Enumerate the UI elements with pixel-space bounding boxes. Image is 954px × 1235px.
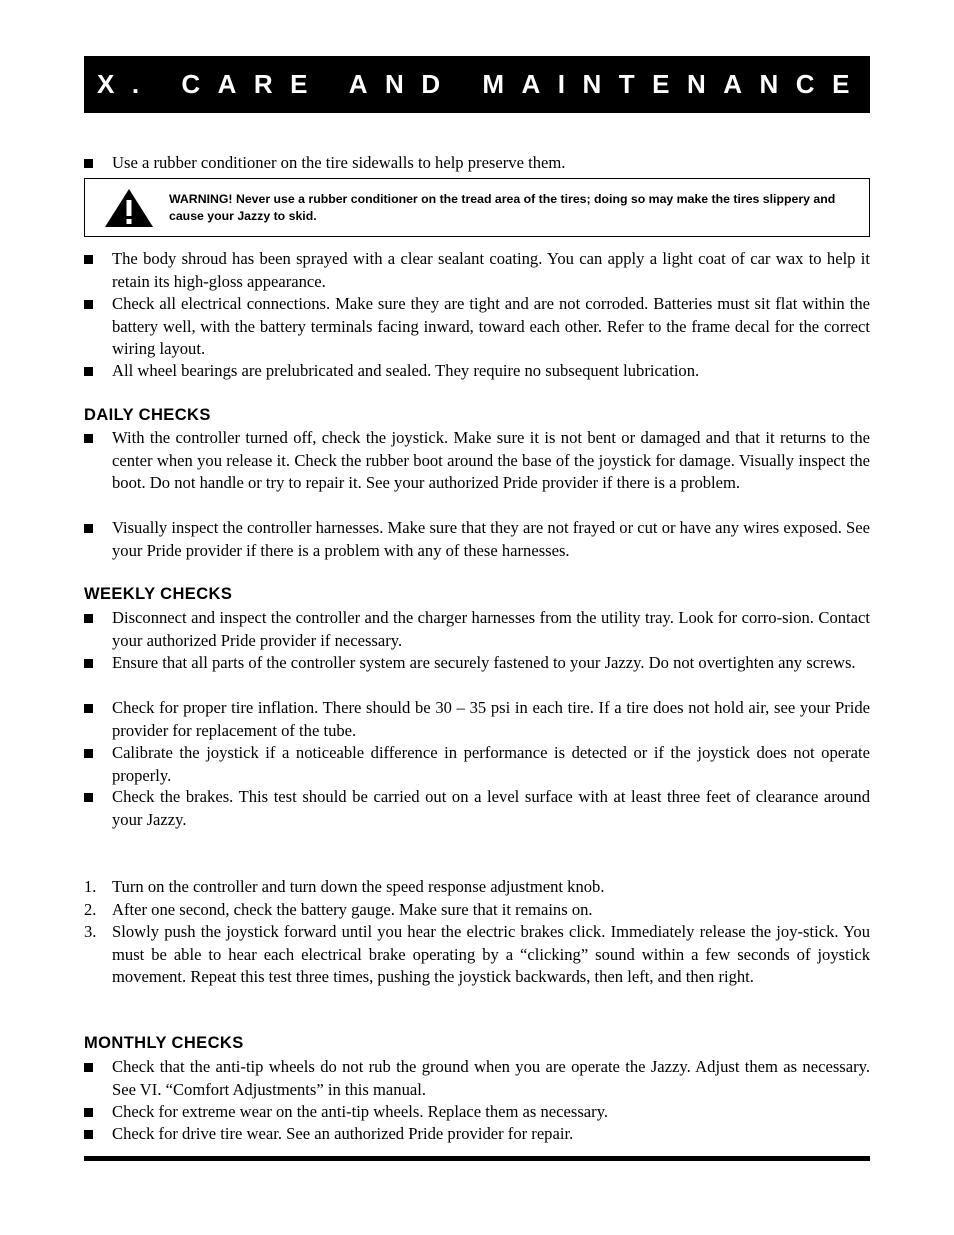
list-item-text: Check for proper tire inflation. There should be 30 – 35 psi in each tire. If a tire does not hold air, see your Pride provider for replacement of the tube.	[112, 698, 870, 740]
list-item	[84, 152, 870, 175]
list-item	[84, 1101, 870, 1124]
list-item	[84, 652, 870, 675]
list-item-text: All wheel bearings are prelubricated and sealed. They require no subsequent lubrication.	[112, 361, 700, 380]
bullet-square-icon	[84, 614, 93, 623]
page-title: X. CARE AND MAINTENANCE	[84, 56, 870, 113]
step-number: 2.	[84, 900, 97, 919]
bullet-square-icon	[84, 255, 93, 264]
list-item-text: Check the brakes. This test should be carried out on a level surface with at least three feet of clearance around your Jazzy.	[112, 787, 870, 829]
bullet-square-icon	[84, 704, 93, 713]
numbered-step	[84, 921, 870, 989]
list-item-text: Disconnect and inspect the controller and the charger harnesses from the utility tray. Look for corro-sion. Contact your authorized Pride provider if necessary.	[112, 608, 870, 650]
list-item-text: Calibrate the joystick if a noticeable difference in performance is detected or if the joystick does not operate properly.	[112, 743, 870, 785]
list-item	[84, 697, 870, 742]
bullet-square-icon	[84, 300, 93, 309]
bullet-square-icon	[84, 159, 93, 168]
list-item	[84, 742, 870, 787]
list-item-text: Use a rubber conditioner on the tire sidewalls to help preserve them.	[112, 153, 566, 172]
bullet-square-icon	[84, 434, 93, 443]
list-item-text: Check all electrical connections. Make sure they are tight and are not corroded. Batteries must sit flat within the battery well, with the battery terminals facing inward, toward each other. Refer to the frame decal for the correct wiring layout.	[112, 294, 870, 359]
warning-box	[84, 178, 870, 237]
warning-text: WARNING! Never use a rubber conditioner on the tread area of the tires; doing so may make the tires slippery and cause your Jazzy to skid.	[169, 192, 836, 223]
bullet-square-icon	[84, 1108, 93, 1117]
section-heading-daily: DAILY CHECKS	[84, 406, 211, 424]
bullet-square-icon	[84, 1130, 93, 1139]
step-number: 3.	[84, 922, 97, 941]
bullet-square-icon	[84, 659, 93, 668]
list-item	[84, 786, 870, 831]
bullet-square-icon	[84, 1063, 93, 1072]
list-item-text: Visually inspect the controller harnesses. Make sure that they are not frayed or cut or have any wires exposed. See your Pride provider if there is a problem with any of these harnesses.	[112, 518, 870, 560]
list-item	[84, 427, 870, 495]
list-item-text: Ensure that all parts of the controller system are securely fastened to your Jazzy. Do not overtighten any screws.	[112, 653, 856, 672]
bullet-square-icon	[84, 367, 93, 376]
list-item	[84, 517, 870, 562]
list-item	[84, 360, 870, 383]
step-text: After one second, check the battery gauge. Make sure that it remains on.	[112, 900, 593, 919]
list-item-text: Check for drive tire wear. See an authorized Pride provider for repair.	[112, 1124, 574, 1143]
step-text: Turn on the controller and turn down the speed response adjustment knob.	[112, 877, 605, 896]
bullet-square-icon	[84, 524, 93, 533]
list-item	[84, 293, 870, 361]
list-item-text: Check for extreme wear on the anti-tip wheels. Replace them as necessary.	[112, 1102, 609, 1121]
list-item	[84, 248, 870, 293]
list-item-text: The body shroud has been sprayed with a clear sealant coating. You can apply a light coat of car wax to help it retain its high-gloss appearance.	[112, 249, 870, 291]
step-number: 1.	[84, 877, 97, 896]
list-item-text: Check that the anti-tip wheels do not rub the ground when you are operate the Jazzy. Adjust them as necessary. See VI. “Comfort Adjustments” in this manual.	[112, 1057, 870, 1099]
step-text: Slowly push the joystick forward until you hear the electric brakes click. Immediately release the joy-stick. You must be able to hear each electrical brake operating by a “clicking” sound within a few seconds of joystick movement. Repeat this test three times, pushing the joystick backwards, then left, and then right.	[112, 922, 870, 987]
list-item-text: With the controller turned off, check the joystick. Make sure it is not bent or damaged and that it returns to the center when you release it. Check the rubber boot around the base of the joystick for damage. Visually inspect the boot. Do not handle or try to repair it. See your authorized Pride provider if there is a problem.	[112, 428, 870, 493]
numbered-step	[84, 899, 870, 922]
section-heading-weekly: WEEKLY CHECKS	[84, 585, 233, 603]
list-item	[84, 607, 870, 652]
bullet-square-icon	[84, 749, 93, 758]
section-heading-monthly: MONTHLY CHECKS	[84, 1034, 244, 1052]
list-item	[84, 1056, 870, 1101]
numbered-step	[84, 876, 870, 899]
bottom-divider	[84, 1156, 870, 1161]
bullet-square-icon	[84, 793, 93, 802]
list-item	[84, 1123, 870, 1146]
exclamation-triangle-icon	[103, 187, 155, 229]
